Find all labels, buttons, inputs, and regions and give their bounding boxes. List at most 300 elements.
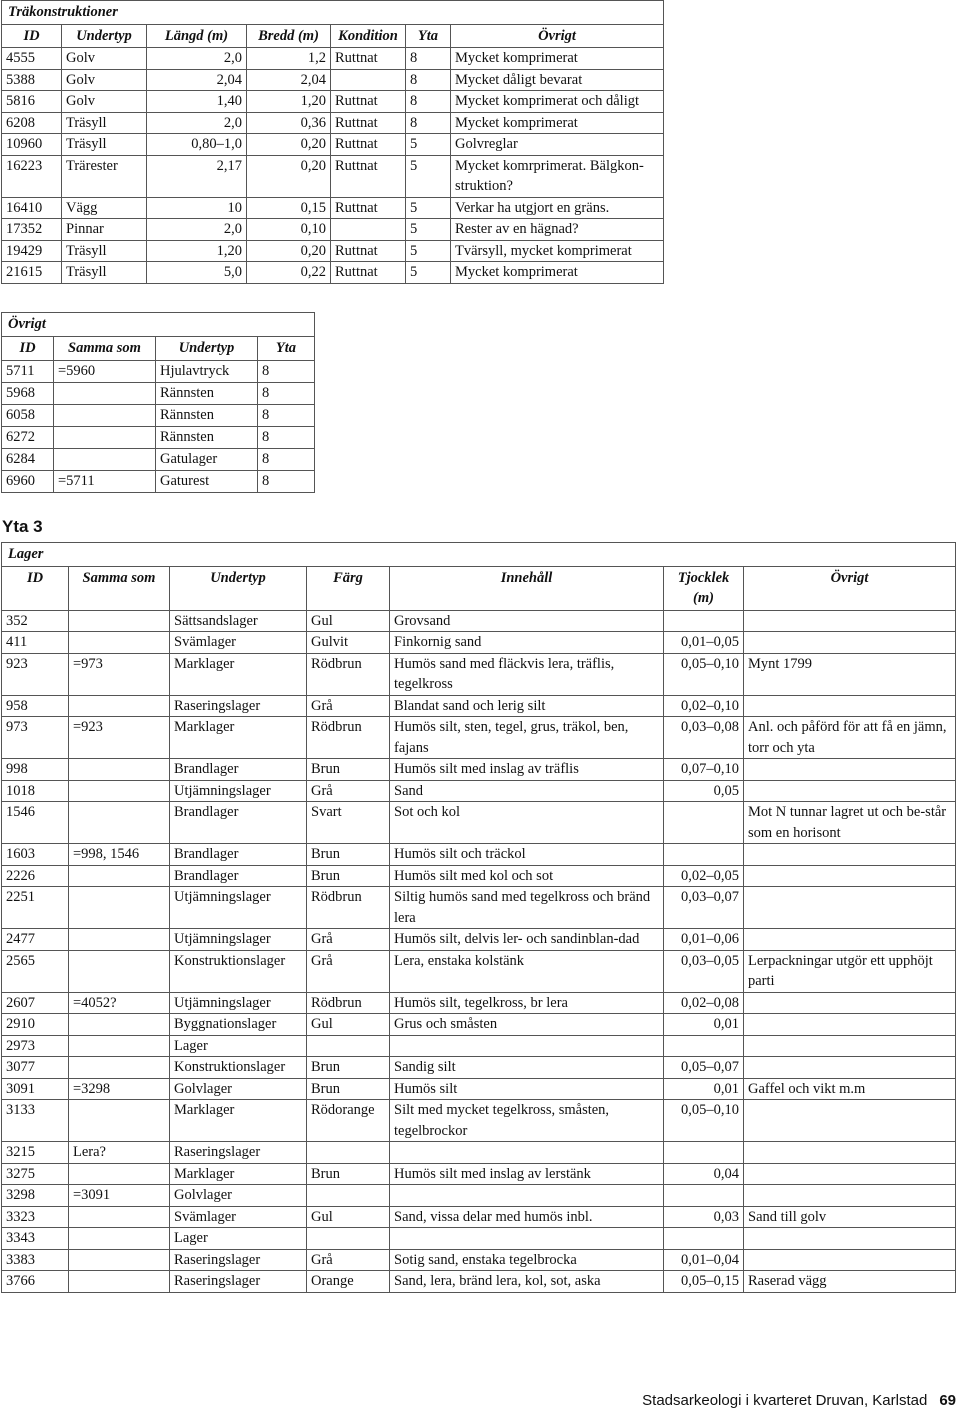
table-cell (69, 865, 170, 887)
table-cell: Brandlager (170, 865, 307, 887)
table-cell: 3766 (2, 1271, 69, 1293)
table-cell: 2,0 (147, 48, 247, 70)
table-cell: 5 (406, 155, 451, 197)
table-cell: 2226 (2, 865, 69, 887)
table-cell (744, 1035, 956, 1057)
table-row (2, 262, 664, 284)
table-cell: Brun (307, 844, 390, 866)
table-cell: Konstruktionslager (170, 950, 307, 992)
table-row (2, 1078, 956, 1100)
table-cell (69, 780, 170, 802)
footer-title: Stadsarkeologi i kvarteret Druvan, Karlstad (642, 1392, 928, 1409)
table-cell: =3298 (69, 1078, 170, 1100)
table-cell: 8 (406, 69, 451, 91)
table-cell: 16223 (2, 155, 62, 197)
table-cell (744, 887, 956, 929)
table-cell: 10960 (2, 134, 62, 156)
table-row (2, 759, 956, 781)
table-cell: 0,01 (664, 1078, 744, 1100)
table-cell: 2,0 (147, 112, 247, 134)
table-body (2, 360, 315, 492)
table-cell: 3077 (2, 1057, 69, 1079)
table-cell: 0,05–0,15 (664, 1271, 744, 1293)
table-cell: Brun (307, 759, 390, 781)
table-cell: Brandlager (170, 802, 307, 844)
table-cell: =998, 1546 (69, 844, 170, 866)
table-cell (69, 1206, 170, 1228)
table-cell: 3091 (2, 1078, 69, 1100)
table-row (2, 197, 664, 219)
table-cell: Rödbrun (307, 717, 390, 759)
table-cell: 0,15 (247, 197, 331, 219)
table-cell: 2607 (2, 992, 69, 1014)
table-row (2, 69, 664, 91)
table-cell (69, 1271, 170, 1293)
table-cell: 0,05–0,07 (664, 1057, 744, 1079)
table-cell: 1603 (2, 844, 69, 866)
table-row (2, 1206, 956, 1228)
table-cell (69, 1249, 170, 1271)
table-row (2, 844, 956, 866)
table-cell: 2973 (2, 1035, 69, 1057)
table-cell (69, 1228, 170, 1250)
table-cell: 5 (406, 197, 451, 219)
column-header: Längd (m) (147, 24, 247, 48)
table-cell (744, 610, 956, 632)
table-cell: Rödbrun (307, 887, 390, 929)
table-cell (664, 1035, 744, 1057)
table-row (2, 155, 664, 197)
table-cell: 3298 (2, 1185, 69, 1207)
table-cell: 0,01–0,04 (664, 1249, 744, 1271)
table-cell: 0,05–0,10 (664, 1100, 744, 1142)
column-header: Övrigt (451, 24, 664, 48)
table-cell (744, 992, 956, 1014)
table-row (2, 1035, 956, 1057)
table-cell: Grå (307, 695, 390, 717)
table-cell: Lera? (69, 1142, 170, 1164)
table-row (2, 1163, 956, 1185)
column-header: Bredd (m) (247, 24, 331, 48)
table-row (2, 780, 956, 802)
table-cell: Trärester (62, 155, 147, 197)
table-cell: =3091 (69, 1185, 170, 1207)
table-row (2, 802, 956, 844)
table-cell (744, 1057, 956, 1079)
table-cell: Raseringslager (170, 695, 307, 717)
table-cell: Lerpackningar utgör ett upphöjt parti (744, 950, 956, 992)
table-cell: Gaffel och vikt m.m (744, 1078, 956, 1100)
table-cell: Ruttnat (331, 134, 406, 156)
table-cell (69, 802, 170, 844)
table-cell: 8 (258, 448, 315, 470)
table-cell: 0,04 (664, 1163, 744, 1185)
table-cell (390, 1185, 664, 1207)
table-cell: Anl. och påförd för att få en jämn, torr och yta (744, 717, 956, 759)
table-cell: =973 (69, 653, 170, 695)
table-cell: Humös sand med fläckvis lera, träflis, tegelkross (390, 653, 664, 695)
table-cell: Träsyll (62, 240, 147, 262)
table-cell: 3133 (2, 1100, 69, 1142)
table-cell (664, 1228, 744, 1250)
table-cell: 0,03–0,08 (664, 717, 744, 759)
table-cell: Mot N tunnar lagret ut och be-står som en horisont (744, 802, 956, 844)
table-cell (664, 802, 744, 844)
column-header: Övrigt (744, 566, 956, 610)
table-cell: Lager (170, 1035, 307, 1057)
table-cell: Pinnar (62, 219, 147, 241)
table-cell: 8 (258, 382, 315, 404)
table-cell: Siltig humös sand med tegelkross och bränd lera (390, 887, 664, 929)
table-cell: 2477 (2, 929, 69, 951)
table-row (2, 929, 956, 951)
table-cell: Mynt 1799 (744, 653, 956, 695)
table-row (2, 1142, 956, 1164)
table-cell: 2910 (2, 1014, 69, 1036)
table-cell (744, 1249, 956, 1271)
table-cell (69, 950, 170, 992)
table-cell: 0,20 (247, 155, 331, 197)
table-cell: Silt med mycket tegelkross, småsten, tegelbrockor (390, 1100, 664, 1142)
table-cell: 0,01–0,05 (664, 632, 744, 654)
table-cell: Sandig silt (390, 1057, 664, 1079)
table-cell: 0,20 (247, 240, 331, 262)
table-cell: Lera, enstaka kolstänk (390, 950, 664, 992)
table-cell: 6272 (2, 426, 54, 448)
table-cell (390, 1228, 664, 1250)
table-cell: Brandlager (170, 759, 307, 781)
table-row (2, 653, 956, 695)
table-cell (307, 1035, 390, 1057)
table-cell (69, 887, 170, 929)
table-cell: 4555 (2, 48, 62, 70)
table-cell: 5 (406, 134, 451, 156)
table-cell: Finkornig sand (390, 632, 664, 654)
table-cell: 1018 (2, 780, 69, 802)
table-cell: Gul (307, 610, 390, 632)
table-cell: Sotig sand, enstaka tegelbrocka (390, 1249, 664, 1271)
table-cell (69, 1163, 170, 1185)
table-cell: 5 (406, 240, 451, 262)
table-cell: Marklager (170, 1100, 307, 1142)
table-cell: Ruttnat (331, 155, 406, 197)
table-row (2, 470, 315, 492)
table-cell: 0,02–0,05 (664, 865, 744, 887)
table-cell: Vägg (62, 197, 147, 219)
table-row (2, 695, 956, 717)
table-cell: Humös silt (390, 1078, 664, 1100)
table-cell: 0,36 (247, 112, 331, 134)
table-cell (664, 844, 744, 866)
table-cell: Golv (62, 48, 147, 70)
table-cell: Raseringslager (170, 1142, 307, 1164)
table-cell: Rännsten (156, 404, 258, 426)
table-cell (54, 404, 156, 426)
table-row (2, 112, 664, 134)
table-cell: 21615 (2, 262, 62, 284)
table-cell: Humös silt med inslag av lerstänk (390, 1163, 664, 1185)
table-cell: 0,22 (247, 262, 331, 284)
column-header: ID (2, 24, 62, 48)
table-cell: Grå (307, 950, 390, 992)
column-header: Samma som (69, 566, 170, 610)
table-cell: 0,03–0,05 (664, 950, 744, 992)
table-cell: 5,0 (147, 262, 247, 284)
table-cell: 0,07–0,10 (664, 759, 744, 781)
table-cell: Utjämningslager (170, 887, 307, 929)
table-cell: 0,05 (664, 780, 744, 802)
table-cell: 973 (2, 717, 69, 759)
table-cell: Mycket komprimerat (451, 262, 664, 284)
table-cell: 5816 (2, 91, 62, 113)
table-cell: 10 (147, 197, 247, 219)
table-cell: Rester av en hägnad? (451, 219, 664, 241)
table-row (2, 1057, 956, 1079)
table-cell: 5968 (2, 382, 54, 404)
table-cell: Gatulager (156, 448, 258, 470)
table-cell (664, 610, 744, 632)
table-cell: 6058 (2, 404, 54, 426)
table-cell: Gul (307, 1206, 390, 1228)
table-cell (331, 219, 406, 241)
table-cell: Träsyll (62, 262, 147, 284)
table-cell: Golvreglar (451, 134, 664, 156)
layers-table (1, 542, 956, 1293)
table-cell: Utjämningslager (170, 992, 307, 1014)
table-cell: Träsyll (62, 134, 147, 156)
table-cell: 2565 (2, 950, 69, 992)
table-row (2, 240, 664, 262)
table-cell (664, 1185, 744, 1207)
table-cell: 3383 (2, 1249, 69, 1271)
table-cell: Rödbrun (307, 653, 390, 695)
table-row (2, 887, 956, 929)
table-cell: 0,80–1,0 (147, 134, 247, 156)
table-cell: Mycket dåligt bevarat (451, 69, 664, 91)
table-cell: Konstruktionslager (170, 1057, 307, 1079)
table-cell: 17352 (2, 219, 62, 241)
table-cell (69, 1057, 170, 1079)
table-cell: Humös silt, sten, tegel, grus, träkol, ben, fajans (390, 717, 664, 759)
table-cell: Brun (307, 1057, 390, 1079)
table-cell (54, 426, 156, 448)
table-cell (307, 1228, 390, 1250)
table-cell: Tvärsyll, mycket komprimerat (451, 240, 664, 262)
table-cell: 8 (258, 404, 315, 426)
table-cell: Sand, vissa delar med humös inbl. (390, 1206, 664, 1228)
table-cell: 1546 (2, 802, 69, 844)
table-cell: Golvlager (170, 1078, 307, 1100)
table-cell: Mycket komprimerat (451, 112, 664, 134)
table-cell: Humös silt med inslag av träflis (390, 759, 664, 781)
table-row (2, 1100, 956, 1142)
table-cell: 411 (2, 632, 69, 654)
table-cell: 0,01–0,06 (664, 929, 744, 951)
column-header: ID (2, 337, 54, 361)
table-cell: Golv (62, 69, 147, 91)
table-cell: 1,20 (147, 240, 247, 262)
table-cell (744, 759, 956, 781)
table-cell: Sand till golv (744, 1206, 956, 1228)
table-cell (744, 1228, 956, 1250)
table-cell: Brun (307, 865, 390, 887)
table-cell: Gul (307, 1014, 390, 1036)
table-cell: Golv (62, 91, 147, 113)
table-row (2, 134, 664, 156)
table-cell: Grå (307, 929, 390, 951)
table-cell: Lager (170, 1228, 307, 1250)
table-cell: Raseringslager (170, 1271, 307, 1293)
column-header: Tjocklek (m) (664, 566, 744, 610)
table-cell (744, 929, 956, 951)
table-row (2, 1249, 956, 1271)
table-cell: 8 (406, 91, 451, 113)
table-cell: 6208 (2, 112, 62, 134)
table-row (2, 91, 664, 113)
table-cell: Hjulavtryck (156, 360, 258, 382)
table-row (2, 717, 956, 759)
column-header: Undertyp (156, 337, 258, 361)
table-cell: 3215 (2, 1142, 69, 1164)
table-cell: Rödorange (307, 1100, 390, 1142)
table-cell: 0,03 (664, 1206, 744, 1228)
table-cell (744, 865, 956, 887)
table-cell: Orange (307, 1271, 390, 1293)
table-cell: 352 (2, 610, 69, 632)
table-cell: 0,02–0,08 (664, 992, 744, 1014)
section-title: Yta 3 (2, 517, 43, 536)
table-cell: 8 (258, 426, 315, 448)
table-cell (69, 610, 170, 632)
table-cell: Mycket komprimerat och dåligt (451, 91, 664, 113)
table-cell: Ruttnat (331, 48, 406, 70)
table-row (2, 865, 956, 887)
table-cell: 2,17 (147, 155, 247, 197)
table-cell: Marklager (170, 653, 307, 695)
table-cell (744, 1142, 956, 1164)
table-row (2, 632, 956, 654)
table-cell: Svart (307, 802, 390, 844)
table-caption: Övrigt (2, 313, 315, 337)
table-cell: Rödbrun (307, 992, 390, 1014)
table-cell (664, 1142, 744, 1164)
table-cell: 5388 (2, 69, 62, 91)
table-row (2, 48, 664, 70)
table-cell: 0,20 (247, 134, 331, 156)
column-header: Yta (258, 337, 315, 361)
table-cell (744, 1100, 956, 1142)
table-cell (744, 780, 956, 802)
table-cell: Brun (307, 1078, 390, 1100)
table-cell (69, 695, 170, 717)
table-cell (390, 1035, 664, 1057)
table-cell: Rännsten (156, 426, 258, 448)
column-header: Undertyp (62, 24, 147, 48)
table-cell: 2,04 (147, 69, 247, 91)
table-cell: Träsyll (62, 112, 147, 134)
table-cell: Grovsand (390, 610, 664, 632)
table-cell (744, 632, 956, 654)
table-cell: Blandat sand och lerig silt (390, 695, 664, 717)
table-cell (69, 929, 170, 951)
table-cell: Mycket komrprimerat. Bälgkon-struktion? (451, 155, 664, 197)
table-cell (307, 1185, 390, 1207)
table-row (2, 382, 315, 404)
table-cell: Sättsandslager (170, 610, 307, 632)
column-header: Innehåll (390, 566, 664, 610)
table-cell: =5960 (54, 360, 156, 382)
table-row (2, 950, 956, 992)
table-cell: Ruttnat (331, 262, 406, 284)
table-cell: 0,02–0,10 (664, 695, 744, 717)
table-row (2, 610, 956, 632)
table-caption: Lager (2, 543, 956, 567)
table-cell: Svämlager (170, 1206, 307, 1228)
table-cell: Raseringslager (170, 1249, 307, 1271)
table-cell: Humös silt med kol och sot (390, 865, 664, 887)
table-cell: 6960 (2, 470, 54, 492)
table-cell (390, 1142, 664, 1164)
table-cell: 8 (406, 112, 451, 134)
table-row (2, 1271, 956, 1293)
table-cell: Humös silt, tegelkross, br lera (390, 992, 664, 1014)
table-cell: Brun (307, 1163, 390, 1185)
table-row (2, 1014, 956, 1036)
table-cell: 8 (258, 470, 315, 492)
table-row (2, 426, 315, 448)
table-cell: Gaturest (156, 470, 258, 492)
table-row (2, 1185, 956, 1207)
table-caption: Träkonstruktioner (2, 1, 664, 25)
column-header: ID (2, 566, 69, 610)
table-cell: Golvlager (170, 1185, 307, 1207)
table-cell: 8 (258, 360, 315, 382)
table-cell: =923 (69, 717, 170, 759)
table-cell (331, 69, 406, 91)
table-cell: Raserad vägg (744, 1271, 956, 1293)
page-number: 69 (939, 1392, 956, 1409)
other-features-table (1, 312, 315, 493)
table-cell: Utjämningslager (170, 929, 307, 951)
table-body (2, 610, 956, 1292)
table-cell: Byggnationslager (170, 1014, 307, 1036)
table-cell: Humös silt och träckol (390, 844, 664, 866)
table-cell: 2,0 (147, 219, 247, 241)
table-row (2, 1228, 956, 1250)
table-row (2, 448, 315, 470)
table-cell (69, 1014, 170, 1036)
table-cell (744, 1163, 956, 1185)
wood-constructions-table (1, 0, 664, 284)
table-cell: 998 (2, 759, 69, 781)
table-cell: Marklager (170, 1163, 307, 1185)
table-cell: Sot och kol (390, 802, 664, 844)
table-cell (69, 1035, 170, 1057)
table-cell: Rännsten (156, 382, 258, 404)
table-cell: 5711 (2, 360, 54, 382)
table-row (2, 404, 315, 426)
table-cell: 0,05–0,10 (664, 653, 744, 695)
table-cell: 19429 (2, 240, 62, 262)
table-cell: 0,10 (247, 219, 331, 241)
table-cell: Marklager (170, 717, 307, 759)
table-cell (744, 1185, 956, 1207)
table-cell: Ruttnat (331, 112, 406, 134)
table-row (2, 992, 956, 1014)
table-cell: Utjämningslager (170, 780, 307, 802)
table-cell: Verkar ha utgjort en gräns. (451, 197, 664, 219)
table-cell (54, 448, 156, 470)
